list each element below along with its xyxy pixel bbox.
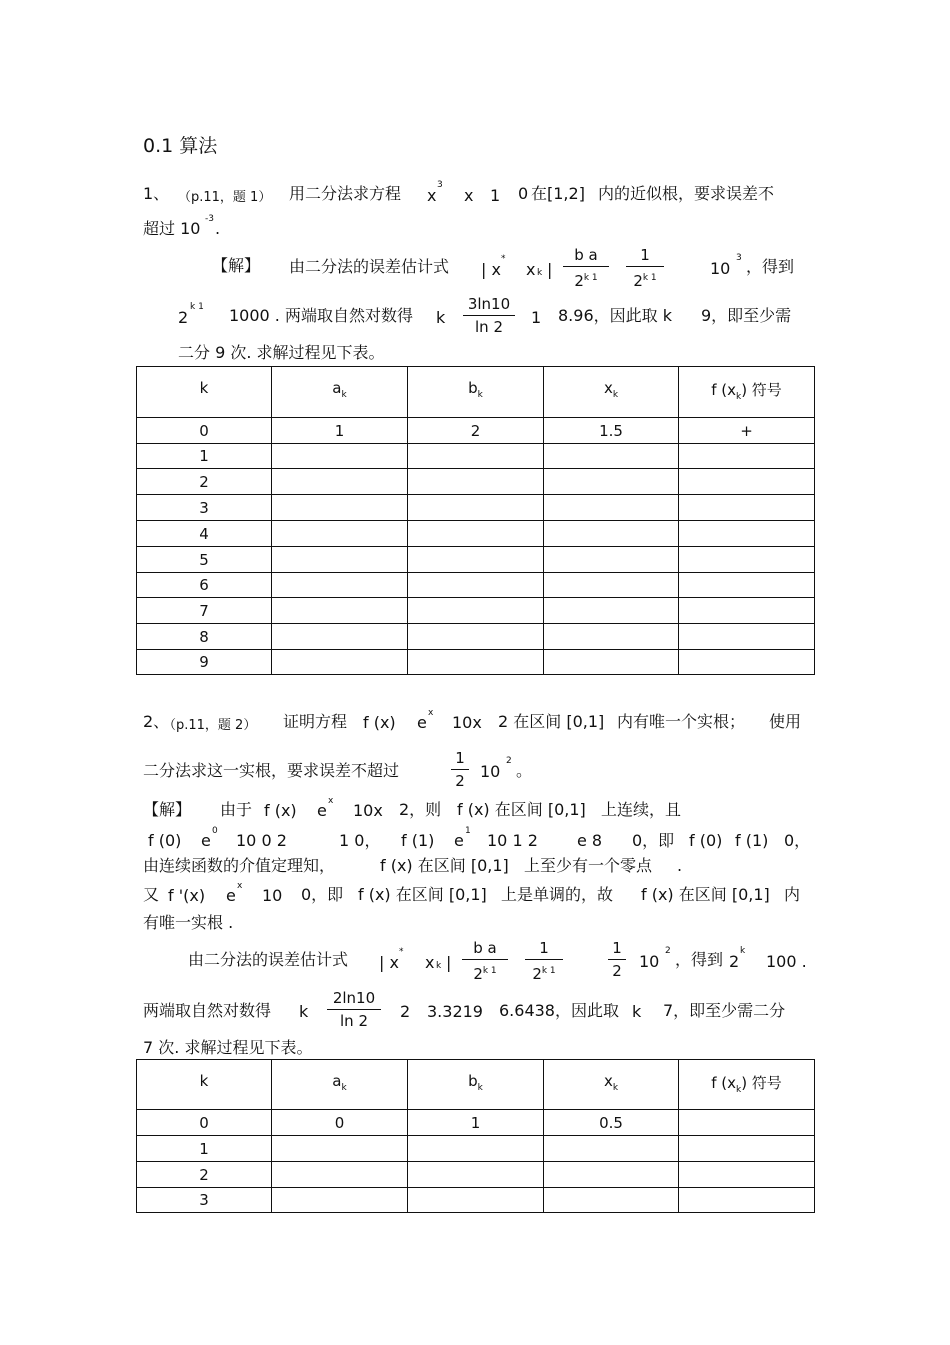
cell: [544, 521, 679, 547]
p2-l9k: k: [299, 1002, 309, 1021]
p1-l4k: k: [436, 308, 446, 327]
p2-l4d: f (1): [401, 831, 435, 850]
cell: [272, 1136, 408, 1162]
cell: [408, 1162, 544, 1188]
cell: 9: [137, 650, 272, 675]
cell: [679, 573, 815, 598]
cell: [544, 650, 679, 675]
cell: 3: [137, 495, 272, 521]
p2-s1f: f (x): [264, 801, 297, 820]
cell: 8: [137, 624, 272, 650]
cell: [544, 624, 679, 650]
p1-one: 1: [490, 186, 501, 205]
p2-l9b: 2: [400, 1002, 411, 1021]
p2-l8d: 2: [729, 952, 740, 971]
p2-l10: 7 次. 求解过程见下表。: [143, 1038, 313, 1057]
p2-l6b: f '(x): [168, 886, 206, 905]
p2-s1: 由于: [220, 800, 253, 819]
cell: [272, 650, 408, 675]
table-1: [136, 366, 815, 675]
p2-star: *: [399, 947, 404, 957]
p2-l6f: f (x) 在区间 [0,1]: [358, 885, 487, 904]
cell: 1: [137, 444, 272, 469]
p2-l8e: 100 .: [766, 952, 807, 971]
cell: 0: [272, 1110, 408, 1136]
table-row: [137, 521, 815, 547]
table-row: [137, 444, 815, 469]
cell: [544, 547, 679, 573]
cell: [679, 624, 815, 650]
p2-l8b: 10: [639, 952, 660, 971]
problem-1-ref: （p.11，题 1）: [178, 190, 272, 205]
p1-interval: 在[1,2]: [531, 184, 585, 203]
problem-2-ref: （p.11，题 2）: [163, 718, 257, 733]
p2-l5c: 上至少有一个零点: [524, 856, 653, 875]
table-header-row: [137, 1060, 815, 1110]
p2-e: e: [417, 713, 427, 732]
p2-frac1: b a $2^{k 1}$: [462, 938, 508, 984]
cell: [408, 444, 544, 469]
cell: [679, 521, 815, 547]
cell: 1: [408, 1110, 544, 1136]
p1-abs: | x: [481, 260, 501, 279]
header-sign: f $(x_k)$ 符号: [679, 367, 815, 418]
p2-t2: 10x: [452, 713, 482, 732]
header-b: $b_k$: [408, 1060, 544, 1110]
cell: [544, 598, 679, 624]
cell: [544, 495, 679, 521]
p2-bar: |: [446, 953, 452, 972]
cell: [272, 1188, 408, 1213]
p2-l4e: e: [201, 831, 211, 850]
header-a: $a_k$: [272, 1060, 408, 1110]
p2-l4k: f (1): [735, 831, 769, 850]
table-2: [136, 1059, 815, 1213]
table-row: [137, 418, 815, 444]
cell: [272, 598, 408, 624]
cell: [679, 1162, 815, 1188]
p1-x: x: [427, 186, 437, 205]
p1-ten-exp: 3: [736, 253, 742, 263]
p1-l4b: 1000 . 两端取自然对数得: [229, 306, 413, 325]
cell: [272, 469, 408, 495]
p1-l4a: 2: [178, 308, 189, 327]
p1-l4a-exp: k 1: [190, 302, 204, 312]
cell: [408, 573, 544, 598]
cell: [679, 469, 815, 495]
p2-l4f: e: [454, 831, 464, 850]
table-row: [137, 650, 815, 675]
p1-star: *: [501, 254, 506, 264]
cell: [544, 573, 679, 598]
p2-l4i: 0，即: [632, 831, 675, 850]
p2-s1c: 2，则: [399, 800, 442, 819]
cell: [679, 1188, 815, 1213]
cell: [272, 495, 408, 521]
p1-line2: 超过 10: [143, 219, 201, 238]
cell: [408, 1136, 544, 1162]
p2-xk: x: [425, 953, 435, 972]
p2-t3: 2 在区间 [0,1]: [498, 712, 605, 731]
p2-l9a: 两端取自然对数得: [143, 1001, 272, 1020]
problem-1-number: 1、: [143, 184, 170, 203]
p2-t1: 证明方程: [283, 712, 348, 731]
cell: [679, 1110, 815, 1136]
p2-l4j: f (0): [689, 831, 723, 850]
cell: [679, 1136, 815, 1162]
cell: [544, 1136, 679, 1162]
p2-l9e: k: [632, 1002, 642, 1021]
p1-s2: ，得到: [746, 257, 795, 276]
p1-line2-exp: -3: [205, 214, 214, 224]
cell: 5: [137, 547, 272, 573]
cell: [679, 598, 815, 624]
p1-solution-label: 【解】: [212, 256, 261, 275]
p2-frac3: 1 2: [608, 938, 626, 981]
cell: [408, 650, 544, 675]
table-row: [137, 547, 815, 573]
p1-l4c: 1: [531, 308, 542, 327]
header-k: k: [137, 1060, 272, 1110]
p1-k: k: [537, 268, 543, 278]
p2-fx: f (x): [363, 713, 396, 732]
cell: [408, 1188, 544, 1213]
cell: 4: [137, 521, 272, 547]
p1-line2-end: .: [215, 219, 221, 238]
p2-k: k: [436, 961, 442, 971]
cell: [679, 444, 815, 469]
cell: 3: [137, 1188, 272, 1213]
table-row: [137, 598, 815, 624]
p2-s1b: 10x: [353, 801, 383, 820]
p1-frac2: 1 $2^{k 1}$: [626, 245, 664, 291]
p2-l4g: 10 1 2: [487, 831, 538, 850]
p2-abs: | x: [379, 953, 399, 972]
p2-l8c: ，得到: [675, 950, 724, 969]
cell: 0: [137, 1110, 272, 1136]
table-row: [137, 573, 815, 598]
cell: [408, 495, 544, 521]
p2-ex: x: [428, 708, 434, 718]
p1-l4e: 9，即至少需: [701, 306, 792, 325]
p2-l6h: f (x) 在区间 [0,1]: [641, 885, 770, 904]
p2-l4c: 1 0，: [339, 831, 381, 850]
p2-l4b: 10 0 2: [236, 831, 287, 850]
p2-t4: 内有唯一个实根；: [617, 712, 746, 731]
p2-t5: 使用: [769, 712, 802, 731]
cell: [544, 1162, 679, 1188]
table-row: [137, 1110, 815, 1136]
p2-l9c: 3.3219: [427, 1002, 483, 1021]
p2-l6e: 0，即: [301, 885, 344, 904]
cell: [408, 521, 544, 547]
p2-l6g: 上是单调的，故: [501, 885, 614, 904]
p1-xk: x: [526, 260, 536, 279]
cell: 0.5: [544, 1110, 679, 1136]
p2-frac2: 1 $2^{k 1}$: [525, 938, 563, 984]
p1-text: 用二分法求方程: [289, 184, 402, 203]
p1-frac3: 3ln10 ln 2: [463, 294, 515, 337]
cell: [408, 598, 544, 624]
cell: [679, 495, 815, 521]
section-title: 0.1 算法: [143, 135, 218, 157]
problem-2-number: 2、: [143, 712, 170, 731]
p1-l4d: 8.96，因此取 k: [558, 306, 672, 325]
p1-ten: 10: [710, 259, 731, 278]
cell: [679, 547, 815, 573]
p2-l5d: .: [677, 856, 683, 875]
p2-l4e-exp: 0: [212, 826, 218, 836]
p2-s1e2: 上连续，且: [601, 800, 682, 819]
p2-l4h: e 8: [577, 831, 603, 850]
p2-l6a: 又: [143, 885, 160, 904]
p1-l5: 二分 9 次. 求解过程见下表。: [178, 343, 385, 362]
p1-s1: 由二分法的误差估计式: [289, 257, 450, 276]
header-sign: f $(x_k)$ 符号: [679, 1060, 815, 1110]
header-k: k: [137, 367, 272, 418]
table-row: [137, 1136, 815, 1162]
cell: [408, 469, 544, 495]
header-b: $b_k$: [408, 367, 544, 418]
p2-l8a: 由二分法的误差估计式: [188, 950, 349, 969]
cell: 1: [272, 418, 408, 444]
cell: [272, 547, 408, 573]
p2-l2b: 10: [480, 762, 501, 781]
table-header-row: [137, 367, 815, 418]
p2-l6i: 内: [784, 885, 801, 904]
cell: [408, 624, 544, 650]
cell: 2: [408, 418, 544, 444]
p2-s1d: f (x) 在区间 [0,1]: [457, 800, 586, 819]
p2-l8b-exp: 2: [665, 946, 671, 956]
p2-half: 1 2: [451, 748, 469, 791]
cell: 7: [137, 598, 272, 624]
cell: [272, 624, 408, 650]
p2-l2b-exp: 2: [506, 756, 512, 766]
p2-l4: f (0): [148, 831, 182, 850]
header-x: $x_k$: [544, 367, 679, 418]
cell: [408, 547, 544, 573]
cell: [544, 1188, 679, 1213]
p2-l7: 有唯一实根 .: [143, 913, 234, 932]
p1-frac1: b a $2^{k 1}$: [563, 245, 609, 291]
cell: 2: [137, 1162, 272, 1188]
p1-text2: 内的近似根，要求误差不: [598, 184, 775, 203]
p2-l4l: 0，: [784, 831, 811, 850]
p2-l9f: 7，即至少需二分: [663, 1001, 786, 1020]
p2-l6c: e: [226, 886, 236, 905]
table-row: [137, 1188, 815, 1213]
p2-s1e: e: [317, 801, 327, 820]
cell: 0: [137, 418, 272, 444]
p2-l9d: 6.6438，因此取: [499, 1001, 619, 1020]
cell: [544, 469, 679, 495]
p2-l4f-exp: 1: [465, 826, 471, 836]
p2-l2a: 二分法求这一实根，要求误差不超过: [143, 761, 400, 780]
cell: 1: [137, 1136, 272, 1162]
cell: [272, 444, 408, 469]
p1-x2: x: [464, 186, 474, 205]
p2-l5b: f (x) 在区间 [0,1]: [380, 856, 509, 875]
p1-exp: 3: [437, 180, 443, 190]
table-row: [137, 495, 815, 521]
p1-bar: |: [547, 260, 553, 279]
cell: 2: [137, 469, 272, 495]
header-x: $x_k$: [544, 1060, 679, 1110]
p2-l6c-exp: x: [237, 881, 243, 891]
table-row: [137, 1162, 815, 1188]
cell: [272, 1162, 408, 1188]
p2-solution-label: 【解】: [143, 800, 192, 819]
cell: +: [679, 418, 815, 444]
p2-l6d: 10: [262, 886, 283, 905]
cell: [272, 521, 408, 547]
cell: [544, 444, 679, 469]
p2-l8d-exp: k: [740, 946, 746, 956]
p2-frac4: 2ln10 ln 2: [327, 988, 381, 1031]
cell: [679, 650, 815, 675]
table-row: [137, 469, 815, 495]
header-a: $a_k$: [272, 367, 408, 418]
p1-zero: 0: [518, 184, 529, 203]
p2-s1ex: x: [328, 796, 334, 806]
p2-l5a: 由连续函数的介值定理知，: [143, 856, 336, 875]
table-row: [137, 624, 815, 650]
cell: 1.5: [544, 418, 679, 444]
cell: 6: [137, 573, 272, 598]
p2-l2c: 。: [516, 761, 533, 780]
cell: [272, 573, 408, 598]
